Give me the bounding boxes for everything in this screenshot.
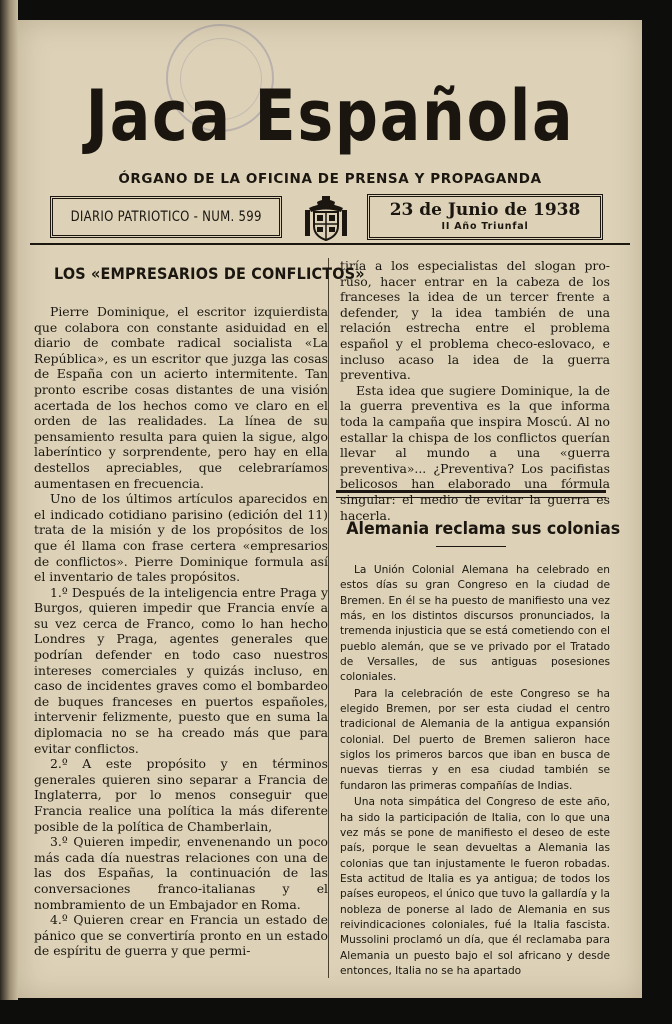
left-paragraph: 2.º A este propósito y en términos generales quieren sino separar a Francia de Inglaterra, por lo menos conseguir que Francia realice una política la más diferente posible de la política de Chamberlain, [34, 756, 328, 834]
left-paragraph: 3.º Quieren impedir, envenenando un poco más cada día nuestras relaciones con una de las dos Españas, la continuación de las conversaciones franco-italianas y el nombramiento de un Embajador en Roma. [34, 834, 328, 912]
left-article-headline-text: LOS «EMPRESARIOS DE CONFLICTOS» [54, 264, 365, 283]
masthead-subtitle: ÓRGANO DE LA OFICINA DE PRENSA Y PROPAGANDA [118, 171, 542, 187]
edition-label: DIARIO PATRIOTICO - NUM. 599 [70, 209, 262, 225]
left-article-headline [54, 260, 365, 288]
left-article-body [34, 288, 328, 959]
section-rule-thick [336, 490, 606, 493]
masthead-title: Jaca Española [85, 75, 575, 157]
edition-box [50, 196, 282, 238]
right-article-headline-text: Alemania reclama sus colonias [346, 519, 621, 539]
section-rule-thin [336, 497, 606, 498]
date-box [367, 194, 603, 240]
newspaper-page [18, 20, 642, 998]
right-paragraph: Para la celebración de este Congreso se ha elegido Bremen, por ser esta ciudad el centro tradicional de Alemania de la antigua expansión colonial. Del puerto de Bremen salieron hace siglos los primeros barcos que iban en busca de nuevas tierras y en esa ciudad también se fundaron las primeras compañías de Indias. [340, 687, 610, 792]
right-article-headline [336, 517, 621, 541]
issue-date: 23 de Junio de 1938 [389, 200, 581, 220]
header-rule [30, 243, 630, 245]
continuation-paragraph: Esta idea que sugiere Dominique, la de la guerra preventiva es la que informa toda la campaña que inspira Moscú. Al no estallar la chispa de los conflictos querían llevar al mundo a una «guerra preventiva»... ¿Preventiva? Los pacifistas belicosos han elaborado una fórmula singular: el medio de evitar la guerra es hacerla. [340, 382, 610, 523]
right-paragraph: La Unión Colonial Alemana ha celebrado en estos días su gran Congreso en la ciudad de Bremen. En él se ha puesto de manifiesto una vez más, en los distintos discursos pronunciados, la tremenda injusticia que se está cometiendo con el pueblo alemán, que se ve privado por el Tratado de Versalles, de sus antiguas posesiones coloniales. [340, 564, 610, 684]
left-paragraph: Uno de los últimos artículos aparecidos en el indicado cotidiano parisino (edición del 11) trata de la misión y de los propósitos de los que él llama con frase certera «empresarios de conflictos». Pierre Dominique formula así el inventario de tales propósitos. [34, 491, 328, 585]
triumphal-year: II Año Triunfal [441, 221, 529, 232]
right-continuation-body [340, 258, 610, 523]
page-edge [0, 0, 18, 1000]
left-paragraph: 1.º Después de la inteligencia entre Praga y Burgos, quieren impedir que Francia envíe a su vez cerca de Franco, como lo han hecho Londres y Praga, agentes generales que podrían defender en todo caso nuestros intereses comerciales y quizás incluso, en caso de incidentes graves como el bombardeo de buques franceses en puertos españoles, intervenir felizmente, puesto que en suma la diplomacia no se ha creado más que para evitar conflictos. [34, 584, 328, 756]
left-paragraph: Pierre Dominique, el escritor izquierdista que colabora con constante asiduidad en el diario de combate radical socialista «La República», es un escritor que juzga las cosas de España con un acierto intermitente. Tan pronto escribe cosas distantes de una visión acertada de los hechos como ve claro en el orden de las realidades. La línea de su pensamiento resulta para quien la sigue, algo laberíntico y sorprendente, pero hay en ella destellos apreciables, que celebraríamos aumentasen en frecuencia. [34, 304, 328, 491]
column-divider [328, 258, 329, 978]
right-article-body [340, 563, 610, 980]
right-paragraph: Una nota simpática del Congreso de este año, ha sido la participación de Italia, con lo que una vez más se pone de manifiesto el deseo de este país, porque le sean devueltas a Alemania las colonias que tan injustamente le fueron robadas. Esta actitud de Italia es ya antigua; de todos los países europeos, el único que tuvo la gallardía y la nobleza de ponerse al lado de Alemania en sus reivindicaciones coloniales, fué la Italia fascista. Mussolini proclamó un día, que él reclamaba para Alemania un puesto bajo el sol africano y desde entonces, Italia no se ha apartado [340, 796, 610, 977]
coat-of-arms-icon [301, 194, 351, 242]
headline-underline [436, 546, 506, 547]
left-paragraph: 4.º Quieren crear en Francia un estado de pánico que se convertiría pronto en un estado de espíritu de guerra y que permi- [34, 912, 328, 959]
continuation-paragraph: tiría a los especialistas del slogan pro-ruso, hacer entrar en la cabeza de los franceses la idea de un tercer frente a defender, y la idea también de una relación estrecha entre el problema español y el problema checo-eslovaco, e incluso acaso la idea de la guerra preventiva. [340, 258, 610, 383]
